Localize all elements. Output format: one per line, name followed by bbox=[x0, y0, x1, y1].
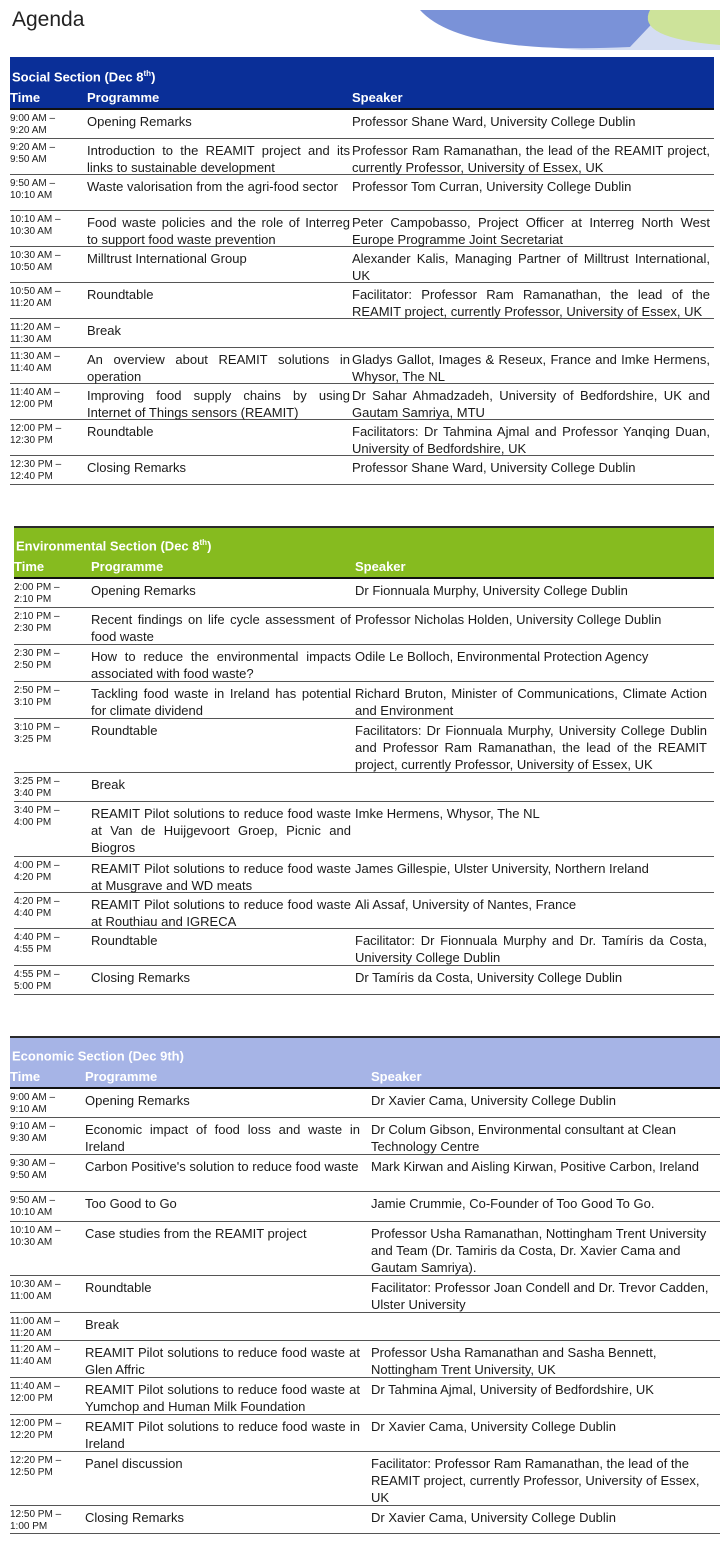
social-section bbox=[10, 57, 714, 485]
programme-cell: REAMIT Pilot solutions to reduce food waste in Ireland bbox=[85, 1419, 360, 1451]
header-programme: Programme bbox=[91, 559, 164, 574]
programme-cell: Waste valorisation from the agri-food sector bbox=[87, 179, 338, 194]
programme-cell: Panel discussion bbox=[85, 1456, 183, 1471]
time-cell: 2:50 PM – 3:10 PM bbox=[14, 685, 60, 708]
speaker-cell: Professor Shane Ward, University College Dublin bbox=[352, 114, 636, 129]
speaker-cell: Facilitator: Professor Joan Condell and Dr. Trevor Cadden, Ulster University bbox=[371, 1280, 709, 1312]
header-speaker: Speaker bbox=[352, 90, 403, 105]
speaker-cell: Facilitator: Professor Ram Ramanathan, the lead of the REAMIT project, currently Professor, University of Essex, UK bbox=[371, 1456, 700, 1505]
programme-cell: Tackling food waste in Ireland has potential for climate dividend bbox=[91, 686, 351, 718]
agenda-row bbox=[10, 175, 714, 211]
speaker-cell: James Gillespie, Ulster University, Northern Ireland bbox=[355, 861, 649, 876]
agenda-row bbox=[10, 348, 714, 384]
agenda-row bbox=[10, 420, 714, 456]
header-speaker: Speaker bbox=[355, 559, 406, 574]
speaker-cell: Facilitator: Dr Fionnuala Murphy and Dr. Tamíris da Costa, University College Dublin bbox=[355, 933, 707, 965]
agenda-row bbox=[14, 802, 714, 857]
time-cell: 11:40 AM – 12:00 PM bbox=[10, 387, 60, 410]
speaker-cell bbox=[371, 1313, 716, 1316]
time-cell: 9:50 AM – 10:10 AM bbox=[10, 1195, 56, 1218]
speaker-cell: Gladys Gallot, Images & Reseux, France and Imke Hermens, Whysor, The NL bbox=[352, 352, 710, 384]
agenda-row bbox=[14, 893, 714, 929]
time-cell: 11:20 AM – 11:40 AM bbox=[10, 1344, 60, 1367]
speaker-cell: Facilitators: Dr Fionnuala Murphy, University College Dublin and Professor Ram Ramanathan, the lead of the REAMIT project, currently Professor, University of Essex, UK bbox=[355, 723, 707, 772]
speaker-cell: Imke Hermens, Whysor, The NL bbox=[355, 806, 540, 821]
programme-cell: Opening Remarks bbox=[85, 1093, 190, 1108]
programme-cell: REAMIT Pilot solutions to reduce food waste at Yumchop and Human Milk Foundation bbox=[85, 1382, 360, 1414]
speaker-cell bbox=[352, 319, 710, 322]
agenda-row bbox=[10, 283, 714, 319]
page-title: Agenda bbox=[12, 8, 85, 31]
programme-cell: Economic impact of food loss and waste in Ireland bbox=[85, 1122, 360, 1154]
agenda-row bbox=[10, 1452, 720, 1506]
speaker-cell: Facilitators: Dr Tahmina Ajmal and Professor Yanqing Duan, University of Bedfordshire, UK bbox=[352, 424, 710, 456]
speaker-cell: Dr Colum Gibson, Environmental consultant at Clean Technology Centre bbox=[371, 1122, 676, 1154]
time-cell: 9:50 AM – 10:10 AM bbox=[10, 178, 56, 201]
programme-cell: REAMIT Pilot solutions to reduce food waste at Glen Affric bbox=[85, 1345, 360, 1377]
programme-cell: Food waste policies and the role of Interreg to support food waste prevention bbox=[87, 215, 350, 247]
speaker-cell: Dr Tahmina Ajmal, University of Bedfordshire, UK bbox=[371, 1382, 654, 1397]
programme-cell: Carbon Positive's solution to reduce food waste bbox=[85, 1159, 359, 1174]
programme-cell: Roundtable bbox=[85, 1280, 152, 1295]
time-cell: 10:10 AM – 10:30 AM bbox=[10, 1225, 61, 1248]
time-cell: 3:40 PM – 4:00 PM bbox=[14, 805, 60, 828]
time-cell: 9:10 AM – 9:30 AM bbox=[10, 1121, 56, 1144]
time-cell: 12:50 PM – 1:00 PM bbox=[10, 1509, 62, 1532]
time-cell: 9:00 AM – 9:20 AM bbox=[10, 113, 56, 136]
time-cell: 4:55 PM – 5:00 PM bbox=[14, 969, 60, 992]
programme-cell: Introduction to the REAMIT project and its links to sustainable development bbox=[87, 143, 350, 175]
agenda-row bbox=[10, 1118, 720, 1155]
programme-cell: Too Good to Go bbox=[85, 1196, 177, 1211]
agenda-row bbox=[10, 1506, 720, 1534]
time-cell: 2:30 PM – 2:50 PM bbox=[14, 648, 60, 671]
agenda-row bbox=[10, 211, 714, 247]
agenda-row bbox=[14, 719, 714, 773]
agenda-row bbox=[10, 384, 714, 420]
speaker-cell: Mark Kirwan and Aisling Kirwan, Positive Carbon, Ireland bbox=[371, 1159, 700, 1174]
programme-cell: Break bbox=[87, 323, 121, 338]
agenda-row bbox=[14, 966, 714, 995]
programme-cell: Recent findings on life cycle assessment of food waste bbox=[91, 612, 351, 644]
agenda-row bbox=[14, 929, 714, 966]
programme-cell: REAMIT Pilot solutions to reduce food waste at Van de Huijgevoort Groep, Picnic and Biogros bbox=[91, 806, 351, 855]
programme-cell: Roundtable bbox=[87, 287, 154, 302]
programme-cell: Break bbox=[91, 777, 125, 792]
header-programme: Programme bbox=[87, 90, 160, 105]
agenda-row bbox=[10, 1276, 720, 1313]
agenda-row bbox=[14, 857, 714, 893]
agenda-row bbox=[14, 579, 714, 608]
speaker-cell: Professor Ram Ramanathan, the lead of the REAMIT project, currently Professor, University of Essex, UK bbox=[352, 143, 710, 175]
time-cell: 10:30 AM – 10:50 AM bbox=[10, 250, 61, 273]
time-cell: 12:30 PM – 12:40 PM bbox=[10, 459, 62, 482]
programme-cell: Closing Remarks bbox=[91, 970, 190, 985]
speaker-cell: Professor Tom Curran, University College Dublin bbox=[352, 179, 632, 194]
speaker-cell: Dr Xavier Cama, University College Dublin bbox=[371, 1419, 616, 1434]
agenda-row bbox=[10, 139, 714, 175]
speaker-cell: Odile Le Bolloch, Environmental Protection Agency bbox=[355, 649, 649, 664]
programme-cell: Closing Remarks bbox=[85, 1510, 184, 1525]
time-cell: 4:00 PM – 4:20 PM bbox=[14, 860, 60, 883]
agenda-row bbox=[14, 682, 714, 719]
programme-cell: Milltrust International Group bbox=[87, 251, 247, 266]
header-time: Time bbox=[10, 1069, 41, 1084]
agenda-row bbox=[10, 1378, 720, 1415]
agenda-row bbox=[10, 1415, 720, 1452]
header-time: Time bbox=[14, 559, 45, 574]
programme-cell: REAMIT Pilot solutions to reduce food waste at Routhiau and IGRECA bbox=[91, 897, 351, 929]
agenda-row bbox=[10, 1341, 720, 1378]
programme-cell: Roundtable bbox=[91, 933, 158, 948]
time-cell: 11:40 AM – 12:00 PM bbox=[10, 1381, 60, 1404]
header-programme: Programme bbox=[85, 1069, 158, 1084]
speaker-cell: Professor Nicholas Holden, University College Dublin bbox=[355, 612, 662, 627]
speaker-cell: Alexander Kalis, Managing Partner of Milltrust International, UK bbox=[352, 251, 710, 283]
agenda-row bbox=[10, 110, 714, 139]
speaker-cell: Ali Assaf, University of Nantes, France bbox=[355, 897, 577, 912]
programme-cell: Opening Remarks bbox=[91, 583, 196, 598]
time-cell: 11:20 AM – 11:30 AM bbox=[10, 322, 60, 345]
time-cell: 2:00 PM – 2:10 PM bbox=[14, 582, 60, 605]
time-cell: 4:20 PM – 4:40 PM bbox=[14, 896, 60, 919]
speaker-cell: Dr Sahar Ahmadzadeh, University of Bedfordshire, UK and Gautam Samriya, MTU bbox=[352, 388, 710, 420]
header-wave-graphic bbox=[420, 0, 720, 50]
table-header bbox=[10, 1064, 720, 1089]
programme-cell: REAMIT Pilot solutions to reduce food waste at Musgrave and WD meats bbox=[91, 861, 351, 893]
agenda-row bbox=[10, 1089, 720, 1118]
economic-section bbox=[10, 1036, 720, 1534]
time-cell: 3:10 PM – 3:25 PM bbox=[14, 722, 60, 745]
time-cell: 10:10 AM – 10:30 AM bbox=[10, 214, 61, 237]
time-cell: 12:00 PM – 12:20 PM bbox=[10, 1418, 62, 1441]
time-cell: 11:00 AM – 11:20 AM bbox=[10, 1316, 60, 1339]
table-header bbox=[10, 85, 714, 110]
environmental-section bbox=[14, 526, 714, 995]
programme-cell: Case studies from the REAMIT project bbox=[85, 1226, 307, 1241]
programme-cell: Break bbox=[85, 1317, 119, 1332]
speaker-cell: Dr Xavier Cama, University College Dublin bbox=[371, 1510, 616, 1525]
programme-cell: How to reduce the environmental impacts associated with food waste? bbox=[91, 649, 351, 681]
agenda-row bbox=[10, 1313, 720, 1341]
agenda-row bbox=[10, 319, 714, 348]
speaker-cell: Dr Fionnuala Murphy, University College Dublin bbox=[355, 583, 628, 598]
table-header bbox=[14, 554, 714, 579]
programme-cell: Opening Remarks bbox=[87, 114, 192, 129]
programme-cell: Roundtable bbox=[91, 723, 158, 738]
speaker-cell: Dr Tamíris da Costa, University College Dublin bbox=[355, 970, 623, 985]
speaker-cell: Professor Usha Ramanathan and Sasha Bennett, Nottingham Trent University, UK bbox=[371, 1345, 657, 1377]
agenda-row bbox=[14, 608, 714, 645]
programme-cell: Closing Remarks bbox=[87, 460, 186, 475]
agenda-row bbox=[14, 645, 714, 682]
speaker-cell: Peter Campobasso, Project Officer at Interreg North West Europe Programme Joint Secretariat bbox=[352, 215, 710, 247]
time-cell: 9:30 AM – 9:50 AM bbox=[10, 1158, 56, 1181]
time-cell: 11:30 AM – 11:40 AM bbox=[10, 351, 60, 374]
section-title: Environmental Section (Dec 8th) bbox=[14, 526, 714, 554]
speaker-cell: Professor Usha Ramanathan, Nottingham Trent University and Team (Dr. Tamiris da Costa, Dr. Xavier Cama and Gautam Samriya). bbox=[371, 1226, 707, 1275]
time-cell: 9:00 AM – 9:10 AM bbox=[10, 1092, 56, 1115]
time-cell: 4:40 PM – 4:55 PM bbox=[14, 932, 60, 955]
speaker-cell: Dr Xavier Cama, University College Dublin bbox=[371, 1093, 616, 1108]
time-cell: 9:20 AM – 9:50 AM bbox=[10, 142, 56, 165]
time-cell: 10:30 AM – 11:00 AM bbox=[10, 1279, 61, 1302]
agenda-row bbox=[10, 1155, 720, 1192]
speaker-cell: Richard Bruton, Minister of Communications, Climate Action and Environment bbox=[355, 686, 707, 718]
speaker-cell bbox=[355, 773, 707, 776]
agenda-row bbox=[10, 247, 714, 283]
agenda-row bbox=[14, 773, 714, 802]
time-cell: 2:10 PM – 2:30 PM bbox=[14, 611, 60, 634]
speaker-cell: Jamie Crummie, Co-Founder of Too Good To Go. bbox=[371, 1196, 655, 1211]
time-cell: 12:20 PM – 12:50 PM bbox=[10, 1455, 62, 1478]
programme-cell: Improving food supply chains by using Internet of Things sensors (REAMIT) bbox=[87, 388, 350, 420]
agenda-row bbox=[10, 456, 714, 485]
header-time: Time bbox=[10, 90, 41, 105]
speaker-cell: Facilitator: Professor Ram Ramanathan, the lead of the REAMIT project, currently Professor, University of Essex, UK bbox=[352, 287, 710, 319]
programme-cell: An overview about REAMIT solutions in operation bbox=[87, 352, 350, 384]
section-title: Social Section (Dec 8th) bbox=[10, 57, 714, 85]
agenda-row bbox=[10, 1222, 720, 1276]
programme-cell: Roundtable bbox=[87, 424, 154, 439]
time-cell: 3:25 PM – 3:40 PM bbox=[14, 776, 60, 799]
header-speaker: Speaker bbox=[371, 1069, 422, 1084]
time-cell: 12:00 PM – 12:30 PM bbox=[10, 423, 62, 446]
section-title: Economic Section (Dec 9th) bbox=[10, 1036, 720, 1064]
agenda-row bbox=[10, 1192, 720, 1222]
time-cell: 10:50 AM – 11:20 AM bbox=[10, 286, 61, 309]
speaker-cell: Professor Shane Ward, University College Dublin bbox=[352, 460, 636, 475]
